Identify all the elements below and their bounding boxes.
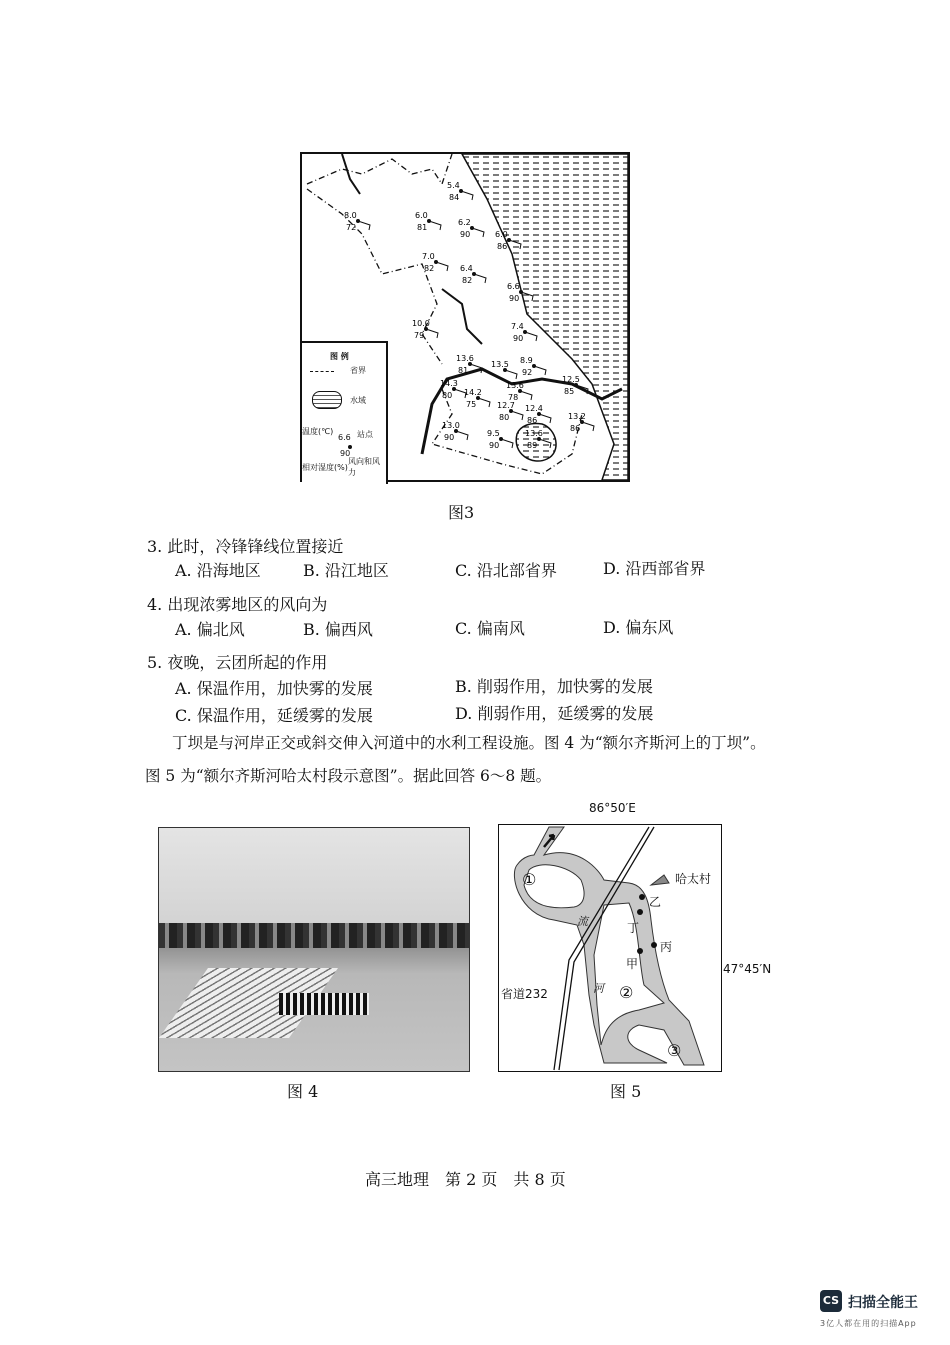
intro-line-1: 丁坝是与河岸正交或斜交伸入河道中的水利工程设施。图 4 为“额尔齐斯河上的丁坝”。: [172, 734, 766, 752]
map-legend: [302, 341, 388, 484]
weather-station: [506, 381, 532, 402]
station-humidity: 92: [522, 368, 533, 377]
wind-barb: [474, 274, 486, 283]
station-humidity: 85: [564, 387, 575, 396]
figure-5-caption: 图 5: [610, 1082, 642, 1101]
scanner-app-name: 扫描全能王: [848, 1295, 918, 1311]
station-humidity: 81: [458, 366, 469, 375]
legend-station: 站点: [357, 430, 373, 439]
station-humidity: 86: [527, 416, 538, 425]
intro-line-2: 图 5 为“额尔齐斯河哈太村段示意图”。据此回答 6～8 题。: [145, 767, 552, 785]
station-temp: 6.6: [507, 282, 520, 291]
station-temp: 13.2: [568, 412, 586, 421]
station-humidity: 80: [499, 413, 510, 422]
wind-barb: [436, 262, 448, 271]
weather-station: [511, 322, 537, 343]
area-2-label: ②: [619, 983, 634, 1002]
weather-station: [568, 412, 594, 433]
wind-barb: [539, 414, 551, 423]
wind-barb: [520, 391, 532, 400]
station-temp: 13.6: [456, 354, 474, 363]
weather-station: [442, 421, 468, 442]
station-humidity: 84: [449, 193, 460, 202]
station-temp: 12.7: [497, 401, 515, 410]
station-humidity: 90: [509, 294, 520, 303]
station-temp: 14.3: [440, 379, 458, 388]
q5-option-d: D. 削弱作用，延缓雾的发展: [455, 704, 654, 723]
station-humidity: 82: [424, 264, 435, 273]
legend-temp: 温度(℃): [302, 427, 334, 436]
q4-option-d: D. 偏东风: [603, 618, 674, 637]
wind-barb: [478, 398, 490, 407]
station-humidity: 90: [513, 334, 524, 343]
station-humidity: 81: [417, 223, 428, 232]
station-humidity: 75: [466, 400, 477, 409]
figure-3-weather-map: [300, 152, 630, 482]
weather-station: [525, 404, 551, 425]
station-temp: 7.0: [422, 252, 435, 261]
q5-option-b: B. 削弱作用，加快雾的发展: [455, 677, 653, 696]
station-temp: 12.5: [562, 375, 580, 384]
weather-station: [447, 181, 473, 202]
point-ding: 丁: [627, 921, 640, 935]
station-temp: 8.9: [520, 356, 533, 365]
scanner-logo-icon: CS: [820, 1290, 842, 1312]
station-temp: 12.4: [525, 404, 543, 413]
weather-station: [422, 252, 448, 273]
q4-option-a: A. 偏北风: [175, 620, 245, 639]
station-humidity: 90: [460, 230, 471, 239]
q5-option-c: C. 保温作用，延缓雾的发展: [175, 706, 373, 725]
weather-station: [458, 218, 484, 239]
area-1-label: ①: [522, 870, 537, 889]
station-temp: 6.0: [495, 230, 508, 239]
tree-line: [159, 923, 469, 948]
station-temp: 14.2: [464, 388, 482, 397]
q5-option-a: A. 保温作用，加快雾的发展: [175, 679, 373, 698]
station-humidity: 90: [489, 441, 500, 450]
station-temp: 13.0: [442, 421, 460, 430]
wind-barb: [582, 422, 594, 431]
station-temp: 7.4: [511, 322, 524, 331]
spur-dike-structure: [279, 993, 369, 1015]
station-temp: 6.4: [460, 264, 473, 273]
river-label-2: 河: [593, 982, 604, 995]
station-temp: 9.5: [487, 429, 500, 438]
area-3-label: ③: [667, 1041, 682, 1060]
wind-barb: [511, 411, 523, 420]
station-humidity: 82: [462, 276, 473, 285]
wind-barb: [501, 439, 513, 448]
q3-option-c: C. 沿北部省界: [455, 561, 557, 580]
legend-humidity: 相对湿度(%): [302, 463, 348, 472]
station-humidity: 78: [508, 393, 519, 402]
figure-4-caption: 图 4: [287, 1082, 319, 1101]
wind-barb: [525, 332, 537, 341]
weather-station: [412, 319, 438, 340]
weather-station: [520, 356, 546, 377]
weather-station: [497, 401, 523, 422]
station-humidity: 80: [442, 391, 453, 400]
station-humidity: 86: [570, 424, 581, 433]
weather-station: [464, 388, 490, 409]
station-temp: 13.6: [525, 429, 543, 438]
boundary-symbol: [310, 371, 334, 372]
legend-boundary: 省界: [350, 366, 366, 375]
river-label-1: 流: [577, 915, 588, 928]
wind-barb: [505, 370, 517, 379]
station-humidity: 90: [444, 433, 455, 442]
figure-3-caption: 图3: [448, 503, 475, 522]
q3-option-b: B. 沿江地区: [303, 561, 389, 580]
river-map-drawing: [499, 825, 721, 1071]
station-humidity: 86: [497, 242, 508, 251]
wind-barb: [358, 221, 370, 230]
page-footer: 高三地理 第 2 页 共 8 页: [365, 1170, 566, 1189]
weather-station: [460, 264, 486, 285]
wind-barb: [534, 366, 546, 375]
station-humidity: 89: [527, 441, 538, 450]
wind-barb: [472, 228, 484, 237]
station-temp: 13.5: [491, 360, 509, 369]
legend-wind: 风向和风力: [348, 457, 380, 477]
q3-option-d: D. 沿西部省界: [603, 559, 706, 578]
station-temp: 8.0: [344, 211, 357, 220]
question-5-stem: 5. 夜晚，云团所起的作用: [147, 653, 328, 672]
station-temp: 13.6: [506, 381, 524, 390]
station-temp: 6.0: [415, 211, 428, 220]
station-dot-icon: [348, 445, 352, 449]
legend-sample-hum: 90: [340, 449, 351, 458]
point-yi: 乙: [649, 895, 662, 909]
station-temp: 10.0: [412, 319, 430, 328]
weather-station: [562, 375, 588, 396]
station-humidity: 79: [414, 331, 425, 340]
road-label: 省道232: [501, 987, 548, 1001]
scanner-slogan: 3亿人都在用的扫描App: [820, 1319, 917, 1328]
question-4-stem: 4. 出现浓雾地区的风向为: [147, 595, 328, 614]
station-temp: 6.2: [458, 218, 471, 227]
figure-5-river-map: [498, 824, 722, 1072]
wind-barb: [426, 329, 438, 338]
water-symbol: [312, 391, 342, 409]
longitude-label: 86°50′E: [589, 801, 636, 815]
q3-option-a: A. 沿海地区: [175, 561, 261, 580]
wind-barb: [461, 191, 473, 200]
weather-station: [415, 211, 441, 232]
legend-title: 图 例: [330, 352, 349, 361]
point-bing: 丙: [660, 940, 673, 954]
q4-option-b: B. 偏西风: [303, 620, 373, 639]
weather-station: [487, 429, 513, 450]
point-jia: 甲: [626, 957, 639, 971]
station-temp: 5.4: [447, 181, 460, 190]
latitude-label: 47°45′N: [723, 962, 772, 976]
figure-4-spur-dike-photo: [158, 827, 470, 1072]
legend-sample-temp: 6.6: [338, 433, 351, 442]
wind-barb: [456, 431, 468, 440]
station-humidity: 72: [346, 223, 357, 232]
wind-barb: [429, 221, 441, 230]
q4-option-c: C. 偏南风: [455, 619, 525, 638]
legend-water: 水域: [350, 396, 366, 405]
village-label: 哈太村: [675, 872, 712, 886]
village-icon: [651, 875, 669, 885]
weather-station: [344, 211, 370, 232]
weather-station: [440, 379, 466, 400]
question-3-stem: 3. 此时，冷锋锋线位置接近: [147, 537, 344, 556]
